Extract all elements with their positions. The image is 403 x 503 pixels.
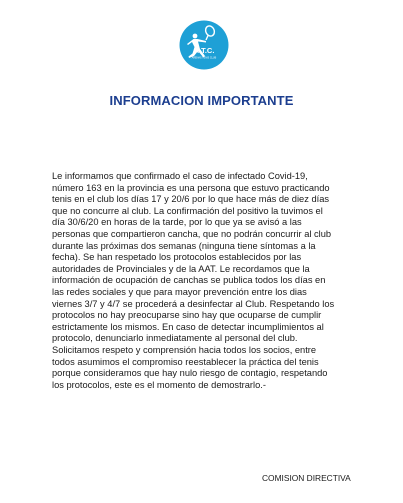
logo-text: A.T.C. xyxy=(193,46,215,55)
body-line: porque consideramos que hay nulo riesgo de contagio, respetando xyxy=(52,368,328,379)
body-line: estrictamente los mismos. En caso de detectar incumplimientos al xyxy=(52,321,324,332)
body-line: número 163 en la provincia es una persona que estuvo practicando xyxy=(52,182,330,193)
body-line: las redes sociales y que para mayor prevención entre los dias xyxy=(52,286,307,297)
body-line: protocolo, denunciarlo inmediatamente al personal del club. xyxy=(52,333,298,344)
tennis-player-icon xyxy=(179,20,229,70)
body-line: fecha). Se han respetado los protocolos establecidos por las xyxy=(52,252,302,263)
logo-subtext: ARENAS TENIS CLUB xyxy=(191,56,217,60)
body-line: Le informamos que confirmado el caso de infectado Covid-19, xyxy=(52,171,308,181)
body-line: día 30/6/20 en horas de la tarde, por lo que ya se avisó a las xyxy=(52,217,302,228)
body-line: tenis en el club los días 17 y 20/6 por lo que hace más de diez días xyxy=(52,194,330,205)
body-line: protocolos no hay preocuparse sino hay que ocuparse de cumplir xyxy=(52,310,322,321)
club-logo xyxy=(179,20,229,70)
body-line: información de ocupación de canchas se publica todos los días en xyxy=(52,275,326,286)
body-line: que no concurre al club. La confirmación del positivo la tuvimos el xyxy=(52,205,323,216)
body-line: durante las próximas dos semanas (ninguna tiene síntomas a la xyxy=(52,240,316,251)
body-line: Solicitamos respeto y comprensión hacia todos los socios, entre xyxy=(52,344,317,355)
notice-body xyxy=(52,171,377,391)
body-line: todos asumimos el compromiso reestablecer la práctica del tenis xyxy=(52,356,319,367)
body-line: viernes 3/7 y 4/7 se procederá a desinfectar al Club. Respetando los xyxy=(52,298,335,309)
body-line: personas que compartieron cancha, que no podrán concurrir al club xyxy=(52,228,332,239)
body-line: autoridades de Provinciales y de la AAT. Le recordamos que la xyxy=(52,263,310,274)
signature: COMISION DIRECTIVA xyxy=(262,473,351,483)
page-title: INFORMACION IMPORTANTE xyxy=(109,93,294,108)
body-line: los protocolos, este es el momento de demostrarlo.- xyxy=(52,379,266,390)
